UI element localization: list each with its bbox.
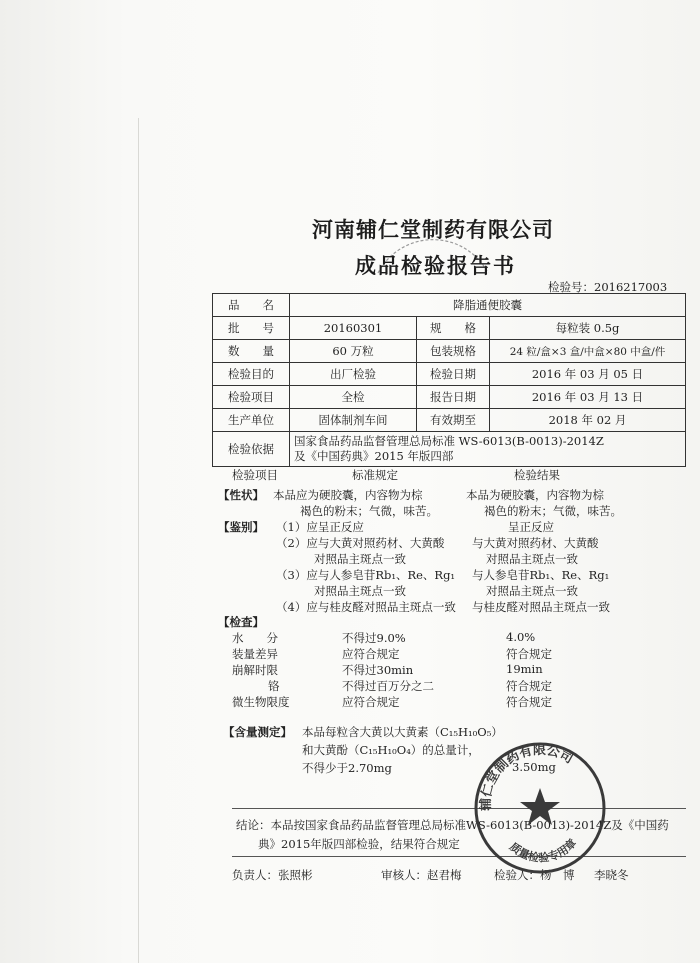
pack-label: 包装规格 [417,340,490,363]
table-row [213,409,686,432]
spec-value: 每粒装 0.5g [490,317,686,340]
unit-value: 固体制剂车间 [290,409,417,432]
identification-3-std-1: （3）应与人参皂苷Rb₁、Re、Rg₁ [276,568,456,582]
check-std: 应符合规定 [342,647,400,661]
spec-label: 规 格 [417,317,490,340]
report-date-value: 2016 年 03 月 13 日 [490,386,686,409]
basis-label: 检验依据 [213,432,290,467]
check-item: 微生物限度 [232,695,290,709]
product-info-table [212,293,686,467]
report-date-label: 报告日期 [417,386,490,409]
basis-value [290,432,686,467]
identification-1-result: 呈正反应 [508,520,554,534]
page-fold-line [138,118,139,963]
pack-value: 24 粒/盒×3 盒/中盒×80 中盒/件 [490,340,686,363]
inspector: 检验人：杨 博 [494,868,575,882]
characteristics-std-2: 褐色的粉末；气微，味苦。 [300,504,438,518]
identification-3-std-2: 对照品主斑点一致 [314,584,406,598]
identification-3-result-2: 对照品主斑点一致 [486,584,578,598]
product-name-label: 品 名 [213,294,290,317]
check-std: 不得过30min [342,663,414,677]
check-item: 水 分 [232,631,278,645]
check-result: 4.0% [506,630,536,644]
assay-std-3: 不得少于2.70mg [302,761,392,775]
company-name: 河南辅仁堂制药有限公司 [312,218,554,242]
items-label: 检验项目 [213,386,290,409]
batch-value: 20160301 [290,317,417,340]
check-result: 19min [506,662,543,676]
table-row [213,363,686,386]
check-result: 符合规定 [506,679,552,693]
assay-std-1: 本品每粒含大黄以大黄素（C₁₅H₁₀O₅） [302,725,503,739]
purpose-value: 出厂检验 [290,363,417,386]
identification-label: 【鉴别】 [218,520,264,534]
check-item: 铬 [268,679,280,693]
table-row [213,432,686,467]
identification-2-result-1: 与大黄对照药材、大黄酸 [472,536,599,550]
check-result: 符合规定 [506,695,552,709]
table-row [213,340,686,363]
assay-std-2: 和大黄酚（C₁₅H₁₀O₄）的总量计， [302,743,480,757]
check-std: 不得过9.0% [342,631,406,645]
batch-label: 批 号 [213,317,290,340]
identification-1-std: （1）应呈正反应 [276,520,364,534]
characteristics-std-1: 本品应为硬胶囊，内容物为棕 [273,488,423,502]
basis-line-1: 国家食品药品监督管理总局标准 WS-6013(B-0013)-2014Z [294,434,604,448]
unit-label: 生产单位 [213,409,290,432]
col-header-result: 检验结果 [514,468,560,482]
assay-label: 【含量测定】 [223,725,292,739]
seal-text: 辅仁堂制药有限公司 [478,742,576,811]
check-std: 应符合规定 [342,695,400,709]
table-row [213,386,686,409]
col-header-item: 检验项目 [232,468,278,482]
inspector-2: 李晓冬 [594,868,629,882]
report-number: 检验号：2016217003 [548,280,668,294]
check-std: 不得过百万分之二 [342,679,434,693]
purpose-label: 检验目的 [213,363,290,386]
reviewer: 审核人：赵君梅 [381,868,462,882]
test-date-value: 2016 年 03 月 05 日 [490,363,686,386]
conclusion-line-2: 典》2015年版四部检验，结果符合规定 [258,837,460,851]
identification-2-result-2: 对照品主斑点一致 [486,552,578,566]
basis-line-2: 及《中国药典》2015 年版四部 [294,449,454,463]
quantity-label: 数 量 [213,340,290,363]
svg-text:质量检验专用章 [507,836,579,865]
items-value: 全检 [290,386,417,409]
conclusion-bottom-rule [232,856,686,857]
seal-bottom-text: 质量检验专用章 [507,836,580,865]
identification-4-result: 与桂皮醛对照品主斑点一致 [472,600,610,614]
report-title: 成品检验报告书 [355,254,516,278]
checks-label: 【检查】 [218,615,264,629]
check-result: 符合规定 [506,647,552,661]
table-row [213,294,686,317]
characteristics-label: 【性状】 [218,488,264,502]
identification-3-result-1: 与人参皂苷Rb₁、Re、Rg₁ [472,568,610,582]
expiry-value: 2018 年 02 月 [490,409,686,432]
identification-2-std-1: （2）应与大黄对照药材、大黄酸 [276,536,445,550]
characteristics-result-1: 本品为硬胶囊，内容物为棕 [466,488,604,502]
col-header-standard: 标准规定 [352,468,398,482]
identification-4-std: （4）应与桂皮醛对照品主斑点一致 [276,600,456,614]
check-item: 装量差异 [232,647,278,661]
characteristics-result-2: 褐色的粉末；气微，味苦。 [484,504,622,518]
table-row [213,317,686,340]
identification-2-std-2: 对照品主斑点一致 [314,552,406,566]
product-name-value: 降脂通便胶囊 [290,294,686,317]
assay-result: 3.50mg [512,760,556,774]
conclusion-top-rule [232,808,686,809]
expiry-label: 有效期至 [417,409,490,432]
responsible-person: 负责人：张照彬 [232,868,313,882]
svg-text:辅仁堂制药有限公司 [478,743,576,812]
seal-star-icon [520,788,560,825]
test-date-label: 检验日期 [417,363,490,386]
quantity-value: 60 万粒 [290,340,417,363]
conclusion-line-1: 结论：本品按国家食品药品监督管理总局标准WS-6013(B-0013)-2014Z及《中国药 [236,818,669,832]
official-seal-stamp [472,740,608,876]
check-item: 崩解时限 [232,663,278,677]
